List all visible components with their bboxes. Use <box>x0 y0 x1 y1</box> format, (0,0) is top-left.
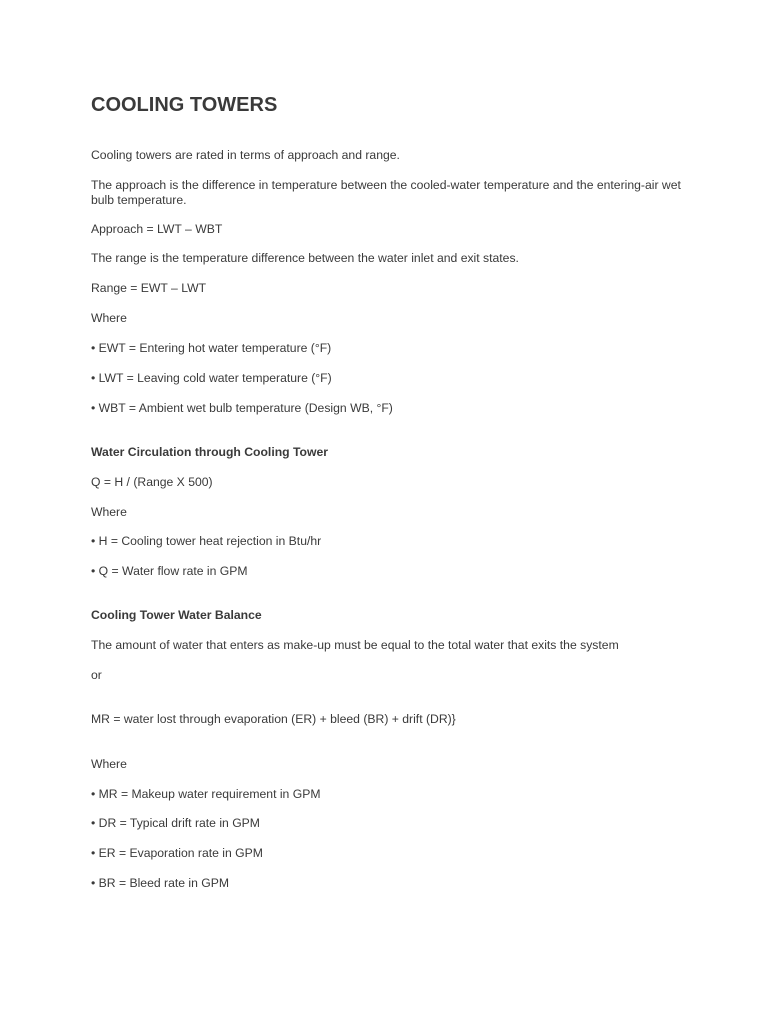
section-heading-circulation: Water Circulation through Cooling Tower <box>91 445 328 459</box>
section-heading-balance: Cooling Tower Water Balance <box>91 608 262 622</box>
definition-item: • LWT = Leaving cold water temperature (°F) <box>91 371 332 385</box>
page-title: COOLING TOWERS <box>91 94 278 116</box>
definition-item: • EWT = Entering hot water temperature (°F) <box>91 341 332 355</box>
range-equation: Range = EWT – LWT <box>91 281 207 295</box>
definition-item: • WBT = Ambient wet bulb temperature (Design WB, °F) <box>91 401 393 415</box>
balance-definition: The amount of water that enters as make-up must be equal to the total water that exits the system <box>91 638 619 652</box>
definition-item: • Q = Water flow rate in GPM <box>91 564 248 578</box>
where-label: Where <box>91 505 127 519</box>
definition-item: • DR = Typical drift rate in GPM <box>91 816 260 830</box>
intro-paragraph: Cooling towers are rated in terms of approach and range. <box>91 148 400 162</box>
definition-item: • BR = Bleed rate in GPM <box>91 876 230 890</box>
approach-equation: Approach = LWT – WBT <box>91 222 223 236</box>
definition-item: • MR = Makeup water requirement in GPM <box>91 787 321 801</box>
flow-equation: Q = H / (Range X 500) <box>91 475 213 489</box>
approach-definition: The approach is the difference in temperature between the cooled-water temperature and the entering-air wet bulb temperature. <box>91 178 681 207</box>
makeup-equation: MR = water lost through evaporation (ER) + bleed (BR) + drift (DR)} <box>91 712 456 726</box>
where-label: Where <box>91 757 127 771</box>
or-label: or <box>91 668 102 682</box>
definition-item: • ER = Evaporation rate in GPM <box>91 846 263 860</box>
range-definition: The range is the temperature difference between the water inlet and exit states. <box>91 251 519 265</box>
where-label: Where <box>91 311 127 325</box>
definition-item: • H = Cooling tower heat rejection in Btu/hr <box>91 534 322 548</box>
